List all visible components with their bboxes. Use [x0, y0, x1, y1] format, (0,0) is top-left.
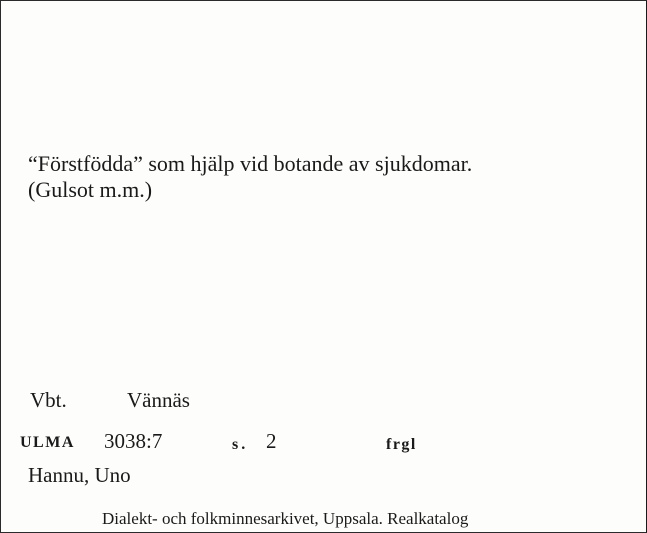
archive-footer: Dialekt- och folkminnesarkivet, Uppsala. Realkatalog [102, 509, 469, 528]
region-label: Vbt. [30, 388, 67, 412]
informant-name: Hannu, Uno [28, 463, 131, 487]
category-code: frgl [386, 436, 417, 453]
card-title: “Förstfödda” som hjälp vid botande av sjukdomar. [28, 151, 473, 176]
record-number: 3038:7 [104, 429, 163, 453]
card-subtitle: (Gulsot m.m.) [28, 177, 153, 202]
page-number: 2 [266, 429, 277, 453]
page-label: s. [232, 436, 249, 453]
archive-code: ULMA [20, 434, 75, 451]
parish-label: Vännäs [127, 388, 190, 412]
